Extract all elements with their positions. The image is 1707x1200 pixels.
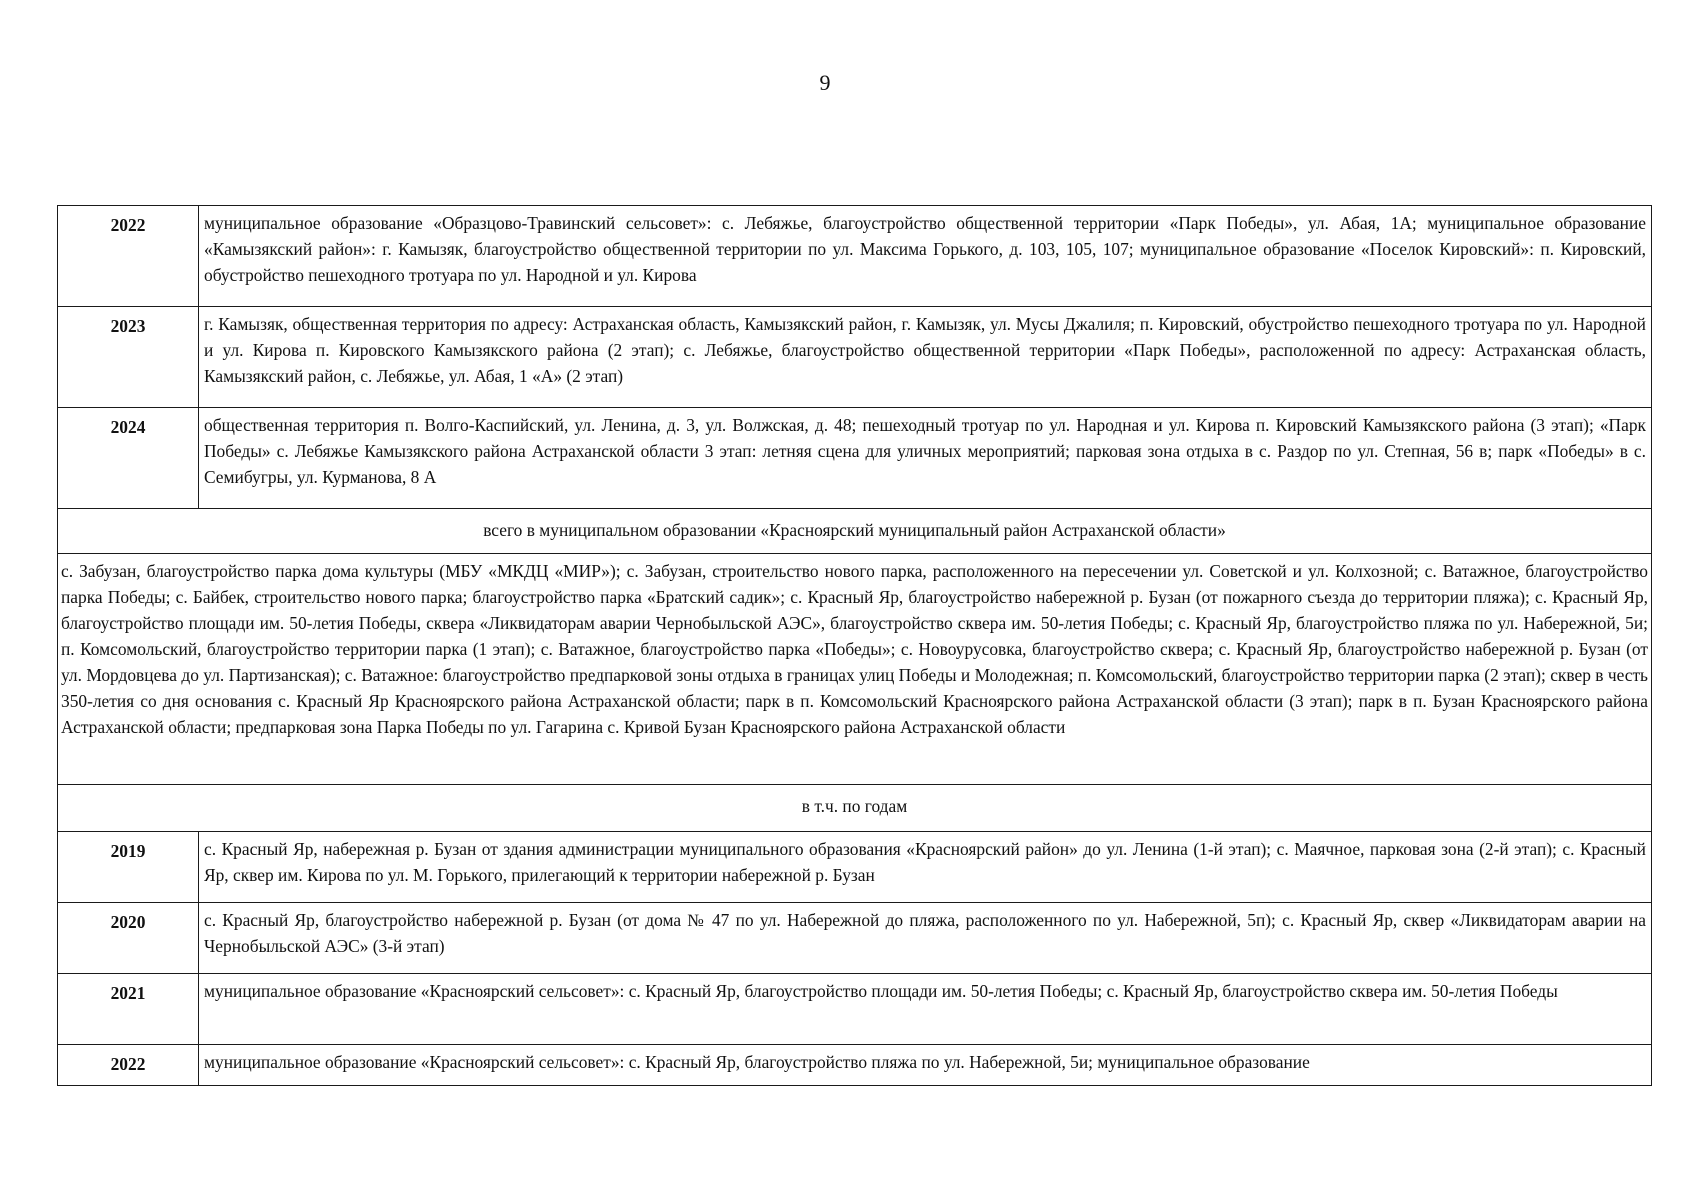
section-body-row <box>58 554 1652 785</box>
page-number: 9 <box>819 70 831 95</box>
description-cell: г. Камызяк, общественная территория по адресу: Астраханская область, Камызякский район, г. Камызяк, ул. Мусы Джалиля; п. Кировский, обустройство пешеходного тротуара по ул. Народной и ул. Кирова п. Кировского Камызякского района (2 этап); с. Лебяжье, благоустройство общественной территории «Парк Победы», расположенной по адресу: Астраханская область, Камызякский район, с. Лебяжье, ул. Абая, 1 «А» (2 этап) <box>199 307 1652 408</box>
section-subtitle-row <box>58 785 1652 832</box>
table-row <box>58 832 1652 903</box>
table-row <box>58 206 1652 307</box>
table-row <box>58 974 1652 1045</box>
section-title: всего в муниципальном образовании «Красноярский муниципальный район Астраханской области» <box>58 509 1652 554</box>
section-body: с. Забузан, благоустройство парка дома культуры (МБУ «МКДЦ «МИР»); с. Забузан, строительство нового парка, расположенного на пересечении ул. Советской и ул. Колхозной; с. Ватажное, благоустройство парка Победы; с. Байбек, строительство нового парка; благоустройство парка «Братский садик»; с. Красный Яр, благоустройство набережной р. Бузан (от пожарного съезда до территории пляжа); с. Красный Яр, благоустройство площади им. 50-летия Победы, сквера «Ликвидаторам аварии Чернобыльской АЭС», благоустройство сквера им. 50-летия Победы; с. Красный Яр, благоустройство пляжа по ул. Набережной, 5и; п. Комсомольский, благоустройство территории парка (1 этап); с. Ватажное, благоустройство парка «Победы»; с. Новоурусовка, благоустройство сквера; с. Красный Яр, благоустройство набережной р. Бузан (от ул. Мордовцева до ул. Партизанская); с. Ватажное: благоустройство предпарковой зоны отдыха в границах улиц Победы и Молодежная; п. Комсомольский, благоустройство территории парка (2 этап); сквер в честь 350-летия со дня основания с. Красный Яр Красноярского района Астраханской области; парк в п. Комсомольский Красноярского района Астраханской области (3 этап); парк в п. Бузан Красноярского района Астраханской области; предпарковая зона Парка Победы по ул. Гагарина с. Кривой Бузан Красноярского района Астраханской области <box>58 554 1652 785</box>
table-row <box>58 903 1652 974</box>
year-cell: 2024 <box>58 408 199 509</box>
program-territories-table <box>57 205 1652 1086</box>
description-cell: с. Красный Яр, благоустройство набережной р. Бузан (от дома № 47 по ул. Набережной до пляжа, расположенного по ул. Набережной, 5п); с. Красный Яр, сквер «Ликвидаторам аварии на Чернобыльской АЭС» (3-й этап) <box>199 903 1652 974</box>
year-cell: 2021 <box>58 974 199 1045</box>
table-row <box>58 307 1652 408</box>
description-cell: муниципальное образование «Красноярский сельсовет»: с. Красный Яр, благоустройство площади им. 50-летия Победы; с. Красный Яр, благоустройство сквера им. 50-летия Победы <box>199 974 1652 1045</box>
year-cell: 2020 <box>58 903 199 974</box>
year-cell: 2022 <box>58 1045 199 1086</box>
year-cell: 2019 <box>58 832 199 903</box>
description-cell: с. Красный Яр, набережная р. Бузан от здания администрации муниципального образования «Красноярский район» до ул. Ленина (1-й этап); с. Маячное, парковая зона (2-й этап); с. Красный Яр, сквер им. Кирова по ул. М. Горького, прилегающий к территории набережной р. Бузан <box>199 832 1652 903</box>
description-cell: муниципальное образование «Красноярский сельсовет»: с. Красный Яр, благоустройство пляжа по ул. Набережной, 5и; муниципальное образование <box>199 1045 1652 1086</box>
description-cell: муниципальное образование «Образцово-Травинский сельсовет»: с. Лебяжье, благоустройство общественной территории «Парк Победы», ул. Абая, 1А; муниципальное образование «Камызякский район»: г. Камызяк, благоустройство общественной территории по ул. Максима Горького, д. 103, 105, 107; муниципальное образование «Поселок Кировский»: п. Кировский, обустройство пешеходного тротуара по ул. Народной и ул. Кирова <box>199 206 1652 307</box>
year-cell: 2022 <box>58 206 199 307</box>
year-cell: 2023 <box>58 307 199 408</box>
description-cell: общественная территория п. Волго-Каспийский, ул. Ленина, д. 3, ул. Волжская, д. 48; пешеходный тротуар по ул. Народная и ул. Кирова п. Кировский Камызякского района (3 этап); «Парк Победы» с. Лебяжье Камызякского района Астраханской области 3 этап: летняя сцена для уличных мероприятий; парковая зона отдыха в с. Раздор по ул. Степная, 56 в; парк «Победы» в с. Семибугры, ул. Курманова, 8 А <box>199 408 1652 509</box>
table-row <box>58 1045 1652 1086</box>
section-title-row <box>58 509 1652 554</box>
section-subtitle: в т.ч. по годам <box>58 785 1652 832</box>
table-row <box>58 408 1652 509</box>
